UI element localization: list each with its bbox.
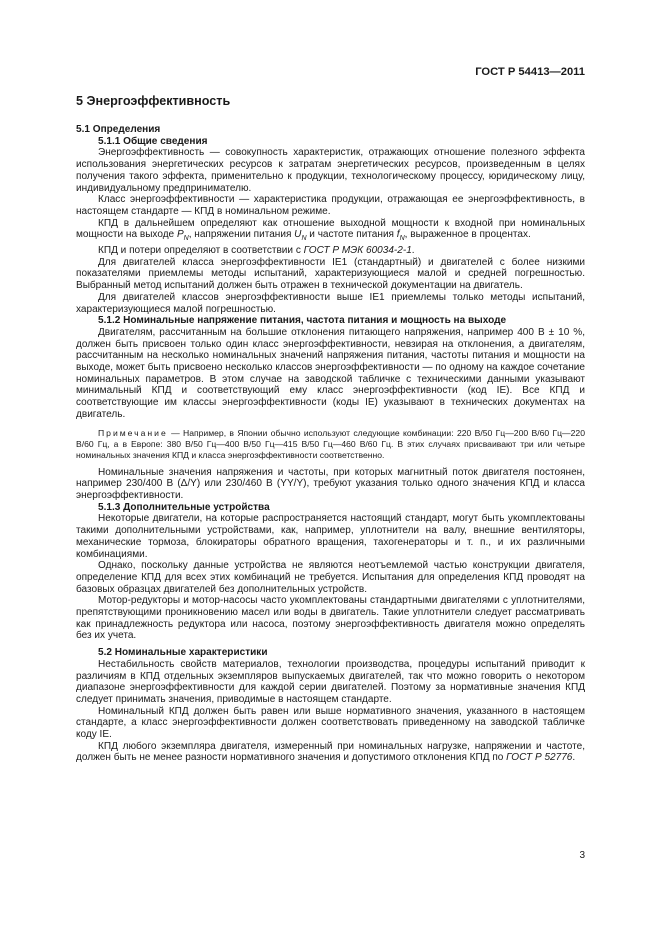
paragraph: Двигателям, рассчитанным на большие отклонения питающего напряжения, например 400 В ± 10 %, должен быть присвоен только один класс энергоэффективности, невзирая на отклонения, а двигателям, рассчитанным на несколько номинальных значений напряжения питания, частоты питания и мощности на выходе, может быть присвоено несколько классов энергоэффективности — по одному на каждое сочетание номинальных параметров. В этом случае на заводской табличке с техническими данными указывают минимальный КПД и соответствующий ему класс энергоэффективности (код IE). Все КПД и соответствующие им классы энергоэффективности (коды IE) указывают в технических документах на двигатель. (76, 326, 585, 420)
document-body (76, 124, 585, 764)
subsection-title-5-1-2: 5.1.2 Номинальные напряжение питания, частота питания и мощность на выходе (98, 315, 507, 327)
paragraph-reference: КПД и потери определяют в соответствии с ГОСТ Р МЭК 60034-2-1. (98, 245, 415, 257)
subsection-title-5-1-3: 5.1.3 Дополнительные устройства (98, 501, 270, 513)
paragraph-reference: КПД любого экземпляра двигателя, измеренный при номинальных нагрузке, напряжении и частоте, должен быть не менее разности нормативного значения и допустимого отклонения КПД по ГОСТ Р 52776. (76, 740, 585, 764)
paragraph-efficiency-definition: КПД в дальнейшем определяют как отношение выходной мощности к входной при номинальных мощности на выходе $P_N$, напряжении питания $U_N$ и частоте питания $f_N$, выраженное в процентах. (76, 217, 585, 243)
page-number: 3 (579, 850, 585, 861)
subsection-title-5-2: 5.2 Номинальные характеристики (98, 647, 268, 659)
paragraph: Для двигателей классов энергоэффективности выше IE1 приемлемы только методы испытаний, характеризующиеся малой погрешностью. (76, 291, 585, 315)
standard-reference: ГОСТ Р МЭК 60034-2-1 (303, 245, 412, 257)
note (76, 428, 585, 461)
paragraph: Мотор-редукторы и мотор-насосы часто укомплектованы стандартными двигателями с уплотнителями, препятствующими проникновению масел или воды в двигатель. Такие уплотнители следует рассматривать как принадлежность редуктора или насоса, поэтому энергоэффективность двигателя можно определять без их учета. (76, 595, 585, 642)
paragraph: Для двигателей класса энергоэффективности IE1 (стандартный) и двигателей с более низкими показателями приемлемы методы испытаний, характеризующиеся малой и средней погрешностью. Выбранный метод испытаний должен быть отражен в технической документации на двигатель. (76, 256, 585, 292)
note-label: Примечание (98, 427, 168, 438)
paragraph: Энергоэффективность — совокупность характеристик, отражающих отношение полезного эффекта использования энергетических ресурсов к затратам энергетических ресурсов, произведенным в целях получения такого эффекта, применительно к продукции, технологическому процессу, юридическому лицу, индивидуальному предпринимателю. (76, 147, 585, 194)
paragraph: Номинальные значения напряжения и частоты, при которых магнитный поток двигателя постоянен, например 230/400 В (Δ/Y) или 230/460 В (YY/Y), требуют указания только одного значения КПД и класса энергоэффективности. (76, 466, 585, 501)
paragraph: Номинальный КПД должен быть равен или выше нормативного значения, указанного в настоящем стандарте, а класс энергоэффективности должен соответствовать приведенному на заводской табличке коду IE. (76, 705, 585, 741)
paragraph: Класс энергоэффективности — характеристика продукции, отражающая ее энергоэффективность, в настоящем стандарте — КПД в номинальном режиме. (76, 194, 585, 217)
paragraph: Однако, поскольку данные устройства не являются неотъемлемой частью конструкции двигателя, определение КПД для всех этих комбинаций не требуется. Испытания для определения КПД проводят на базовых образцах двигателей без дополнительных устройств. (76, 560, 585, 595)
subsection-title-5-1-1: 5.1.1 Общие сведения (98, 135, 208, 147)
standard-header: ГОСТ Р 54413—2011 (475, 66, 585, 78)
subsection-title-5-1: 5.1 Определения (76, 124, 161, 135)
paragraph: Некоторые двигатели, на которые распространяется настоящий стандарт, могут быть укомплектованы такими дополнительными устройствами, как, например, уплотнители на валу, внешние вентиляторы, механические тормоза, блокираторы обратного вращения, тахогенераторы и т. п., и их различными комбинациями. (76, 513, 585, 560)
note-text: — Например, в Японии обычно используют следующие комбинации: 220 В/50 Гц—200 В/60 Гц—220 В/60 Гц, а в Европе: 380 В/50 Гц—400 В/50 Гц—415 В/50 Гц—460 В/60 Гц. В этих случаях присваивают три или четыре номинальных значения КПД и класса энергоэффективности соответственно. (76, 427, 585, 460)
standard-reference: ГОСТ Р 52776 (506, 752, 573, 764)
section-title: 5 Энергоэффективность (76, 94, 231, 108)
paragraph: Нестабильность свойств материалов, технологии производства, процедуры испытаний приводит к различиям в КПД отдельных экземпляров выпускаемых двигателей, так что можно говорить о некотором диапазоне энергоэффективности для каждой серии двигателей. Поэтому за нормативные значения КПД следует принимать значения, приводимые в настоящем стандарте. (76, 658, 585, 705)
